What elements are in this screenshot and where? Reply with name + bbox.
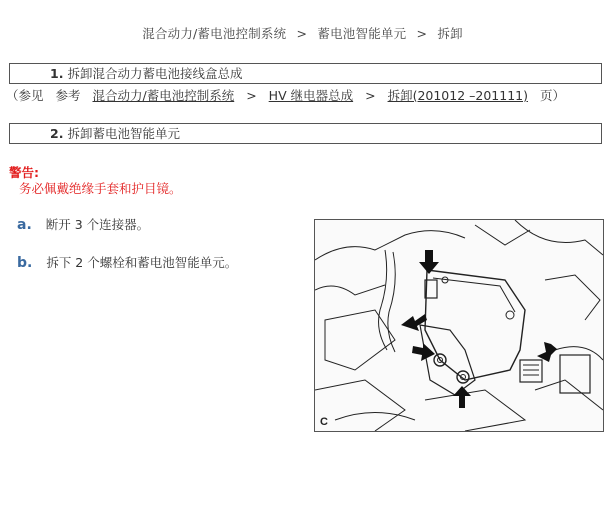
reference-link-system[interactable]: 混合动力/蓄电池控制系统 [92, 88, 235, 103]
step-1-number: 1. [50, 66, 64, 81]
substep-b [17, 253, 237, 271]
reference-prefix: （参见 [6, 88, 44, 103]
breadcrumb-item-system[interactable]: 混合动力/蓄电池控制系统 [142, 26, 287, 41]
reference-link-relay[interactable]: HV 继电器总成 [268, 88, 354, 103]
step-1-header [9, 63, 602, 84]
breadcrumb-separator: > [416, 26, 428, 41]
breadcrumb-separator: > [296, 26, 308, 41]
reference-line [6, 86, 565, 104]
step-2-header [9, 123, 602, 144]
substep-b-letter: b. [17, 255, 33, 271]
substep-a-letter: a. [17, 217, 32, 233]
reference-label: 参考 [55, 88, 81, 103]
breadcrumb-item-unit[interactable]: 蓄电池智能单元 [317, 26, 407, 41]
illustration-bolt-arrows-icon [315, 220, 603, 431]
warning-title: 警告: [9, 165, 39, 180]
warning-text: 务必佩戴绝缘手套和护目镜。 [19, 181, 182, 196]
breadcrumb-item-removal: 拆卸 [437, 26, 463, 41]
step-2-number: 2. [50, 126, 64, 141]
reference-link-removal[interactable]: 拆卸(201012 –201111) [387, 88, 528, 103]
figure-label: C [320, 416, 328, 428]
reference-separator: > [246, 88, 257, 103]
step-2-title: 拆卸蓄电池智能单元 [67, 126, 180, 141]
removal-illustration [314, 219, 604, 432]
substep-a-text: 断开 3 个连接器。 [45, 217, 150, 232]
reference-suffix: 页） [539, 88, 565, 103]
step-1-title: 拆卸混合动力蓄电池接线盒总成 [67, 66, 243, 81]
substep-b-text: 拆下 2 个螺栓和蓄电池智能单元。 [46, 255, 238, 270]
reference-separator: > [365, 88, 376, 103]
breadcrumb [0, 24, 605, 42]
substep-a [17, 215, 149, 233]
